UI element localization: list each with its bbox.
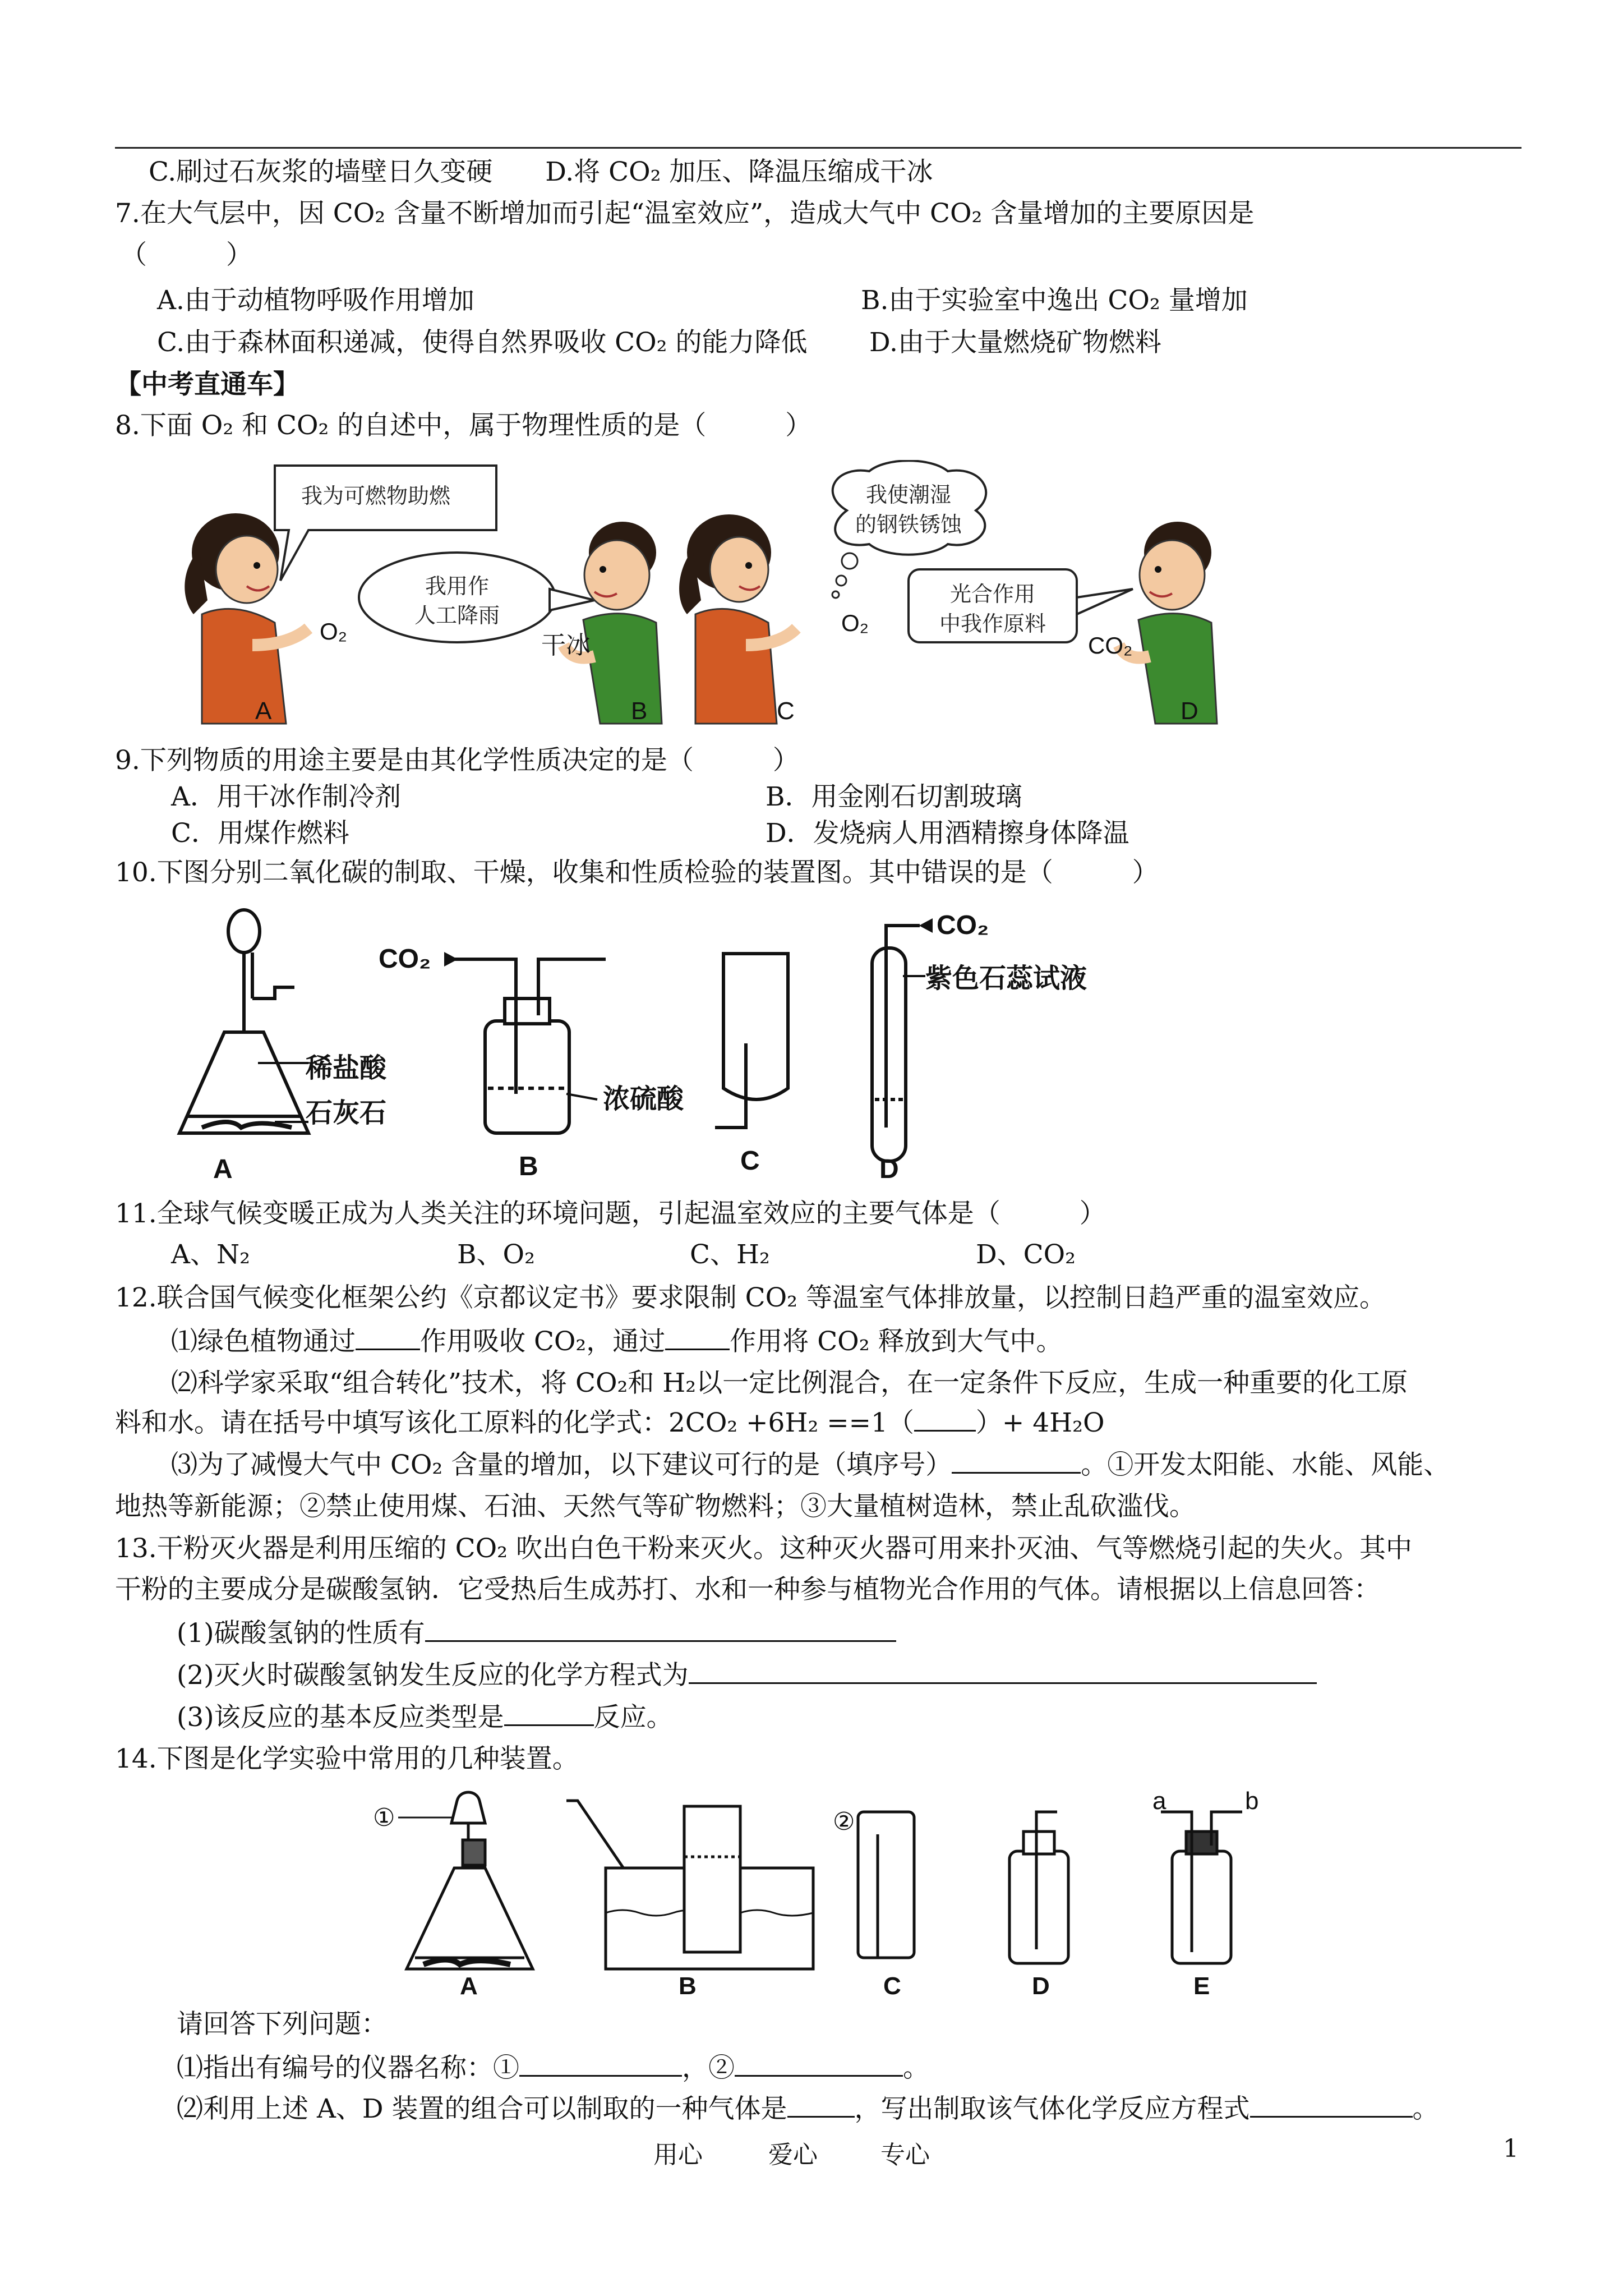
q12-stem: 12.联合国气候变化框架公约《京都议定书》要求限制 CO₂ 等温室气体排放量，以控制日趋严重的温室效应。 xyxy=(115,1282,1386,1313)
q13-stem-line2: 干粉的主要成分是碳酸氢钠．它受热后生成苏打、水和一种参与植物光合作用的气体。请根据以上信息回答： xyxy=(115,1574,1380,1605)
q7-option-b: B.由于实验室中逸出 CO₂ 量增加 xyxy=(861,285,1248,316)
q9-option-a: A．用干冰作制冷剂 xyxy=(171,781,401,812)
header-rule xyxy=(115,147,1521,149)
q10-label-a: A xyxy=(213,1154,233,1184)
q11-option-c: C、H₂ xyxy=(690,1239,770,1270)
q14-answer-intro: 请回答下列问题： xyxy=(177,2009,388,2040)
q7-option-d: D.由于大量燃烧矿物燃料 xyxy=(869,327,1161,358)
q14-number-1: ① xyxy=(373,1803,395,1832)
footer-text-1: 用心 xyxy=(653,2141,703,2169)
q8-figure xyxy=(168,460,1234,752)
q8-bubble-d1: 光合作用 xyxy=(949,583,1036,606)
section-title: 【中考直通车】 xyxy=(115,369,299,400)
q13-part3: (3)该反应的基本反应类型是 反应。 xyxy=(177,1700,673,1735)
q8-sub-c: O₂ xyxy=(841,610,869,636)
q14-number-2: ② xyxy=(833,1807,855,1836)
q9-option-c: C．用煤作燃料 xyxy=(171,818,349,849)
q14-label-b-port: b xyxy=(1245,1789,1259,1815)
q9-option-d: D．发烧病人用酒精擦身体降温 xyxy=(766,818,1129,849)
q14-label-c: C xyxy=(883,1972,901,1997)
q14-stem: 14.下图是化学实验中常用的几种装置。 xyxy=(115,1743,579,1774)
q11-option-b: B、O₂ xyxy=(457,1239,535,1270)
q8-stem: 8.下面 O₂ 和 CO₂ 的自述中，属于物理性质的是（ ） xyxy=(115,410,812,441)
q8-bubble-c1: 我使潮湿 xyxy=(865,484,952,507)
q13-part2: (2)灭火时碳酸氢钠发生反应的化学方程式为 xyxy=(177,1658,1317,1693)
q7-option-a: A.由于动植物呼吸作用增加 xyxy=(157,285,474,316)
q10-label-h2so4: 浓硫酸 xyxy=(603,1083,684,1115)
q9-option-b: B．用金刚石切割玻璃 xyxy=(766,781,1022,812)
q10-figure xyxy=(163,903,1127,1184)
q10-label-c: C xyxy=(740,1146,760,1176)
q8-bubble-c2: 的钢铁锈蚀 xyxy=(855,513,962,537)
q10-label-acid: 稀盐酸 xyxy=(306,1052,387,1084)
q10-label-co2-b: CO₂ xyxy=(379,944,431,974)
q14-part2: ⑵利用上述 A、D 装置的组合可以制取的一种气体是 ，写出制取该气体化学反应方程式 。 xyxy=(177,2091,1439,2127)
girl-c-illustration xyxy=(679,514,796,724)
q12-part2-line2: 料和水。请在括号中填写该化工原料的化学式：2CO₂ +6H₂ ==1（ ）+ 4H₂O xyxy=(115,1405,1105,1441)
boy-d-illustration xyxy=(1119,522,1217,724)
q13-part1: (1)碳酸氢钠的性质有 xyxy=(177,1616,896,1651)
q11-option-d: D、CO₂ xyxy=(976,1239,1076,1270)
q8-bubble-a: 我为可燃物助燃 xyxy=(301,485,451,508)
q11-option-a: A、N₂ xyxy=(171,1239,250,1270)
q8-sub-d: CO₂ xyxy=(1088,632,1133,659)
q14-label-a: A xyxy=(460,1972,478,1997)
q7-option-c: C.由于森林面积递减，使得自然界吸收 CO₂ 的能力降低 xyxy=(157,327,808,358)
q8-sub-b: 干冰 xyxy=(541,631,591,660)
q12-part1: ⑴绿色植物通过 作用吸收 CO₂，通过 作用将 CO₂ 释放到大气中。 xyxy=(171,1324,1063,1359)
q7-stem: 7.在大气层中，因 CO₂ 含量不断增加而引起“温室效应”，造成大气中 CO₂ 含量增加的主要原因是 xyxy=(115,198,1255,229)
boy-b-illustration xyxy=(564,522,662,724)
q14-label-b: B xyxy=(679,1972,697,1997)
q8-bubble-b1: 我用作 xyxy=(425,575,490,599)
q10-label-co2-d: CO₂ xyxy=(937,910,989,940)
q10-stem: 10.下图分别二氧化碳的制取、干燥，收集和性质检验的装置图。其中错误的是（ ） xyxy=(115,857,1159,888)
q8-label-b: B xyxy=(631,697,648,725)
q9-stem: 9.下列物质的用途主要是由其化学性质决定的是（ ） xyxy=(115,745,799,776)
q8-label-c: C xyxy=(777,697,795,725)
q8-label-d: D xyxy=(1181,697,1198,725)
q10-label-litmus: 紫色石蕊试液 xyxy=(925,963,1087,994)
q10-label-d: D xyxy=(879,1154,899,1184)
q8-sub-a: O₂ xyxy=(320,618,347,645)
q14-label-a-port: a xyxy=(1152,1789,1166,1815)
q10-label-stone: 石灰石 xyxy=(306,1097,387,1129)
q14-figure xyxy=(365,1789,1273,1997)
q10-label-b: B xyxy=(519,1152,538,1181)
q11-stem: 11.全球气候变暖正成为人类关注的环境问题，引起温室效应的主要气体是（ ） xyxy=(115,1198,1106,1229)
q8-bubble-d2: 中我作原料 xyxy=(939,613,1046,636)
q14-label-e: E xyxy=(1193,1972,1210,1997)
q8-label-a: A xyxy=(255,697,272,725)
q14-label-d: D xyxy=(1032,1972,1050,1997)
q12-part3-line1: ⑶为了减慢大气中 CO₂ 含量的增加，以下建议可行的是（填序号） 。①开发太阳能、水能、风能、 xyxy=(171,1447,1450,1483)
page-number: 1 xyxy=(1503,2134,1519,2163)
q6-option-cd: C.刷过石灰浆的墙壁日久变硬 D.将 CO₂ 加压、降温压缩成干冰 xyxy=(149,157,933,187)
q12-part2-line1: ⑵科学家采取“组合转化”技术，将 CO₂和 H₂以一定比例混合，在一定条件下反应，生成一种重要的化工原 xyxy=(171,1368,1408,1398)
q7-paren: （ ） xyxy=(121,240,252,270)
footer-text-3: 专心 xyxy=(880,2141,930,2169)
q12-part3-line2: 地热等新能源；②禁止使用煤、石油、天然气等矿物燃料；③大量植树造林，禁止乱砍滥伐。 xyxy=(115,1491,1196,1522)
q14-part1: ⑴指出有编号的仪器名称：① ，② 。 xyxy=(177,2050,929,2086)
footer-text-2: 爱心 xyxy=(768,2141,818,2169)
q13-stem-line1: 13.干粉灭火器是利用压缩的 CO₂ 吹出白色干粉来灭火。这种灭火器可用来扑灭油、气等燃烧引起的失火。其中 xyxy=(115,1533,1412,1564)
q8-bubble-b2: 人工降雨 xyxy=(414,604,500,628)
